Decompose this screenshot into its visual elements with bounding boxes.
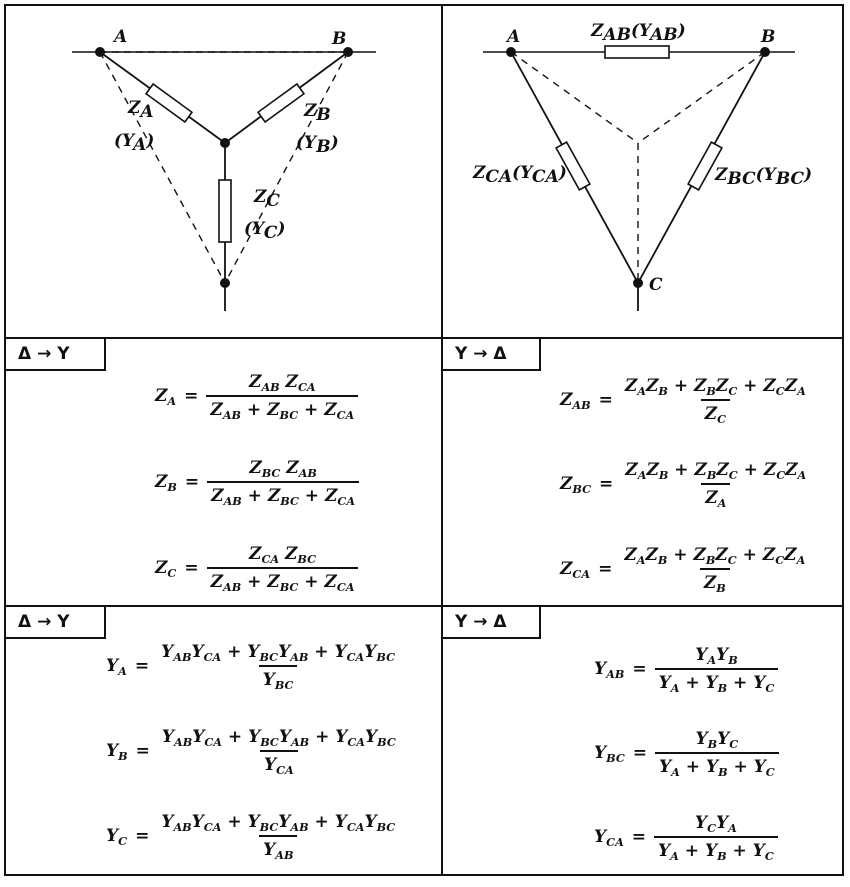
- tag-z-delta-to-y: Δ → Y: [6, 339, 106, 371]
- node-b: [760, 47, 770, 57]
- star-diagram: [6, 6, 440, 336]
- formula-zc: $Z_C$ = $\frac{Z_{CA} Z_{BC}}{Z_{AB} + Z_{BC} + Z_{CA}}$: [155, 544, 358, 592]
- label-yc: (YC): [244, 219, 286, 243]
- node-a: [95, 47, 105, 57]
- resistor-zab: [605, 46, 669, 58]
- tag-y-y-to-delta: Y → Δ: [443, 607, 541, 639]
- formula-za: $Z_A$ = $\frac{Z_{AB} Z_{CA}}{Z_{AB} + Z_{BC} + Z_{CA}}$: [155, 372, 358, 420]
- label-yb: (YB): [296, 133, 339, 157]
- label-zc: ZC: [254, 187, 280, 211]
- node-center: [220, 138, 230, 148]
- dashed-bc: [225, 52, 348, 283]
- formula-yc: $Y_C$ = $\frac{Y_{AB}Y_{CA} + Y_{BC}Y_{AB} + Y_{CA}Y_{BC}}{Y_{AB}}$: [106, 812, 396, 862]
- formula-zca: $Z_{CA}$ = $\frac{Z_AZ_B + Z_BZ_C + Z_CZ_A}{Z_B}$: [560, 545, 806, 595]
- formula-yab: $Y_{AB}$ = $\frac{Y_AY_B}{Y_A + Y_B + Y_C}$: [594, 645, 778, 693]
- label-node-b: B: [761, 27, 776, 47]
- formula-zab: $Z_{AB}$ = $\frac{Z_AZ_B + Z_BZ_C + Z_CZ_A}{Z_C}$: [560, 376, 806, 426]
- label-node-c: C: [649, 275, 663, 295]
- label-node-a: A: [507, 27, 521, 47]
- dashed-ac: [100, 52, 225, 283]
- node-c: [220, 278, 230, 288]
- tag-y-delta-to-y: Δ → Y: [6, 607, 106, 639]
- delta-diagram: [443, 6, 843, 336]
- label-za: ZA: [128, 98, 154, 122]
- node-a: [506, 47, 516, 57]
- label-zb: ZB: [304, 101, 331, 125]
- resistor-zc: [219, 180, 231, 242]
- label-node-a: A: [114, 27, 128, 47]
- dashed-b: [638, 52, 765, 143]
- dashed-a: [511, 52, 638, 143]
- label-zbc: ZBC(YBC): [715, 165, 813, 189]
- label-node-b: B: [332, 29, 347, 49]
- label-zab: ZAB(YAB): [591, 21, 686, 45]
- resistor-zb: [258, 84, 304, 122]
- label-ya: (YA): [114, 131, 155, 155]
- formula-zbc: $Z_{BC}$ = $\frac{Z_AZ_B + Z_BZ_C + Z_CZ_A}{Z_A}$: [560, 460, 807, 510]
- row-divider-1: [4, 337, 844, 339]
- formula-ya: $Y_A$ = $\frac{Y_{AB}Y_{CA} + Y_{BC}Y_{AB} + Y_{CA}Y_{BC}}{Y_{BC}}$: [106, 642, 396, 692]
- tag-z-y-to-delta: Y → Δ: [443, 339, 541, 371]
- label-zca: ZCA(YCA): [473, 163, 567, 187]
- formula-yb: $Y_B$ = $\frac{Y_{AB}Y_{CA} + Y_{BC}Y_{AB} + Y_{CA}Y_{BC}}{Y_{CA}}$: [106, 727, 396, 777]
- node-c: [633, 278, 643, 288]
- formula-zb: $Z_B$ = $\frac{Z_{BC} Z_{AB}}{Z_{AB} + Z_{BC} + Z_{CA}}$: [155, 458, 359, 506]
- formula-yca: $Y_{CA}$ = $\frac{Y_CY_A}{Y_A + Y_B + Y_C}$: [594, 813, 778, 861]
- formula-ybc: $Y_{BC}$ = $\frac{Y_BY_C}{Y_A + Y_B + Y_C}$: [594, 729, 779, 777]
- row-divider-2: [4, 605, 844, 607]
